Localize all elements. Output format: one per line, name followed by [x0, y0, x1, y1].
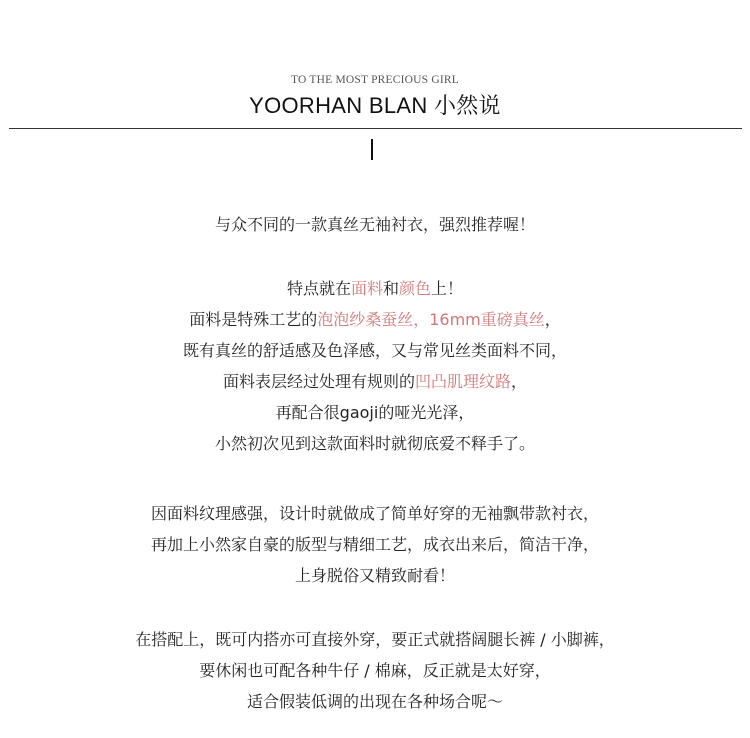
text-segment: 和 — [382, 279, 399, 298]
styling-line-2: 要休闲也可配各种牛仔 / 棉麻，反正就是太好穿， — [199, 661, 551, 680]
text-segment: ， — [544, 310, 561, 329]
feature-line-1 — [0, 273, 750, 304]
design-line-2: 再加上小然家自豪的版型与精细工艺，成衣出来后，简洁干净， — [150, 535, 599, 554]
feature-line-6: 小然初次见到这款面料时就彻底爱不释手了。 — [214, 434, 535, 453]
header-divider — [9, 128, 742, 129]
design-line-3: 上身脱俗又精致耐看！ — [294, 566, 455, 585]
intro-paragraph — [0, 209, 750, 240]
feature-paragraph — [0, 273, 750, 459]
feature-line-5: 再配合很gaoji的哑光光泽， — [275, 403, 475, 422]
styling-paragraph — [0, 624, 750, 717]
styling-line-3: 适合假装低调的出现在各种场合呢～ — [246, 692, 503, 711]
feature-line-3: 既有真丝的舒适感及色泽感，又与常见丝类面料不同， — [182, 341, 567, 360]
design-line-1: 因面料纹理感强，设计时就做成了简单好穿的无袖飘带款衬衣， — [150, 504, 599, 523]
highlight-color: 颜色 — [399, 279, 432, 298]
text-segment: 面料表层经过处理有规则的 — [222, 372, 415, 391]
feature-line-4 — [0, 366, 750, 397]
design-paragraph — [0, 498, 750, 591]
text-segment: 特点就在 — [286, 279, 351, 298]
vertical-tick-mark — [371, 139, 373, 160]
brand-tagline: TO THE MOST PRECIOUS GIRL — [291, 74, 459, 86]
text-segment: 面料是特殊工艺的 — [189, 310, 318, 329]
intro-line: 与众不同的一款真丝无袖衬衣，强烈推荐喔！ — [214, 215, 535, 234]
text-segment: 上！ — [431, 279, 464, 298]
highlight-texture: 凹凸肌理纹路 — [414, 372, 511, 391]
feature-line-2 — [0, 304, 750, 335]
brand-title: YOORHAN BLAN 小然说 — [249, 93, 501, 118]
styling-line-1: 在搭配上，既可内搭亦可直接外穿，要正式就搭阔腿长裤 / 小脚裤， — [135, 630, 615, 649]
highlight-fabric: 面料 — [350, 279, 383, 298]
highlight-silk-type: 泡泡纱桑蚕丝，16mm重磅真丝 — [317, 310, 545, 329]
text-segment: ， — [511, 372, 528, 391]
